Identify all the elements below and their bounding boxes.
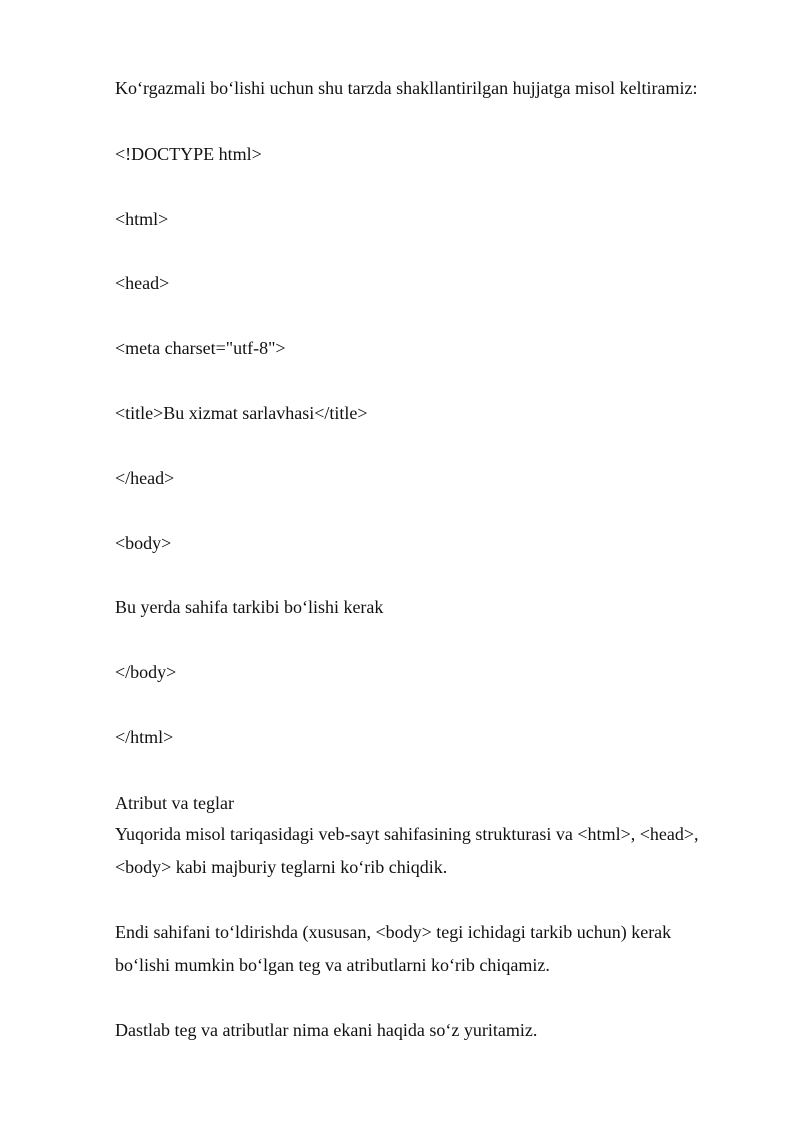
code-line-meta: <meta charset="utf-8"> — [115, 338, 286, 358]
code-line-doctype: <!DOCTYPE html> — [115, 144, 262, 164]
code-line-body-close: </body> — [115, 662, 177, 682]
code-line-content: Bu yerda sahifa tarkibi bo‘lishi kerak — [115, 597, 384, 617]
paragraph-1-line-1: Yuqorida misol tariqasidagi veb-sayt sahifasining strukturasi va <html>, <head>, — [115, 824, 699, 844]
paragraph-3: Dastlab teg va atributlar nima ekani haqida so‘z yuritamiz. — [115, 1020, 538, 1040]
paragraph-1-line-2: <body> kabi majburiy teglarni ko‘rib chiqdik. — [115, 857, 448, 877]
code-line-title: <title>Bu xizmat sarlavhasi</title> — [115, 403, 368, 423]
section-heading: Atribut va teglar — [115, 793, 234, 813]
paragraph-2-line-2: bo‘lishi mumkin bo‘lgan teg va atributlarni ko‘rib chiqamiz. — [115, 955, 550, 975]
code-line-html-close: </html> — [115, 727, 174, 747]
code-line-head-close: </head> — [115, 468, 175, 488]
code-line-html-open: <html> — [115, 209, 169, 229]
code-line-head-open: <head> — [115, 273, 170, 293]
paragraph-2-line-1: Endi sahifani to‘ldirishda (xususan, <body> tegi ichidagi tarkib uchun) kerak — [115, 922, 672, 942]
code-line-body-open: <body> — [115, 533, 172, 553]
intro-text: Ko‘rgazmali bo‘lishi uchun shu tarzda shakllantirilgan hujjatga misol keltiramiz: — [115, 78, 698, 98]
